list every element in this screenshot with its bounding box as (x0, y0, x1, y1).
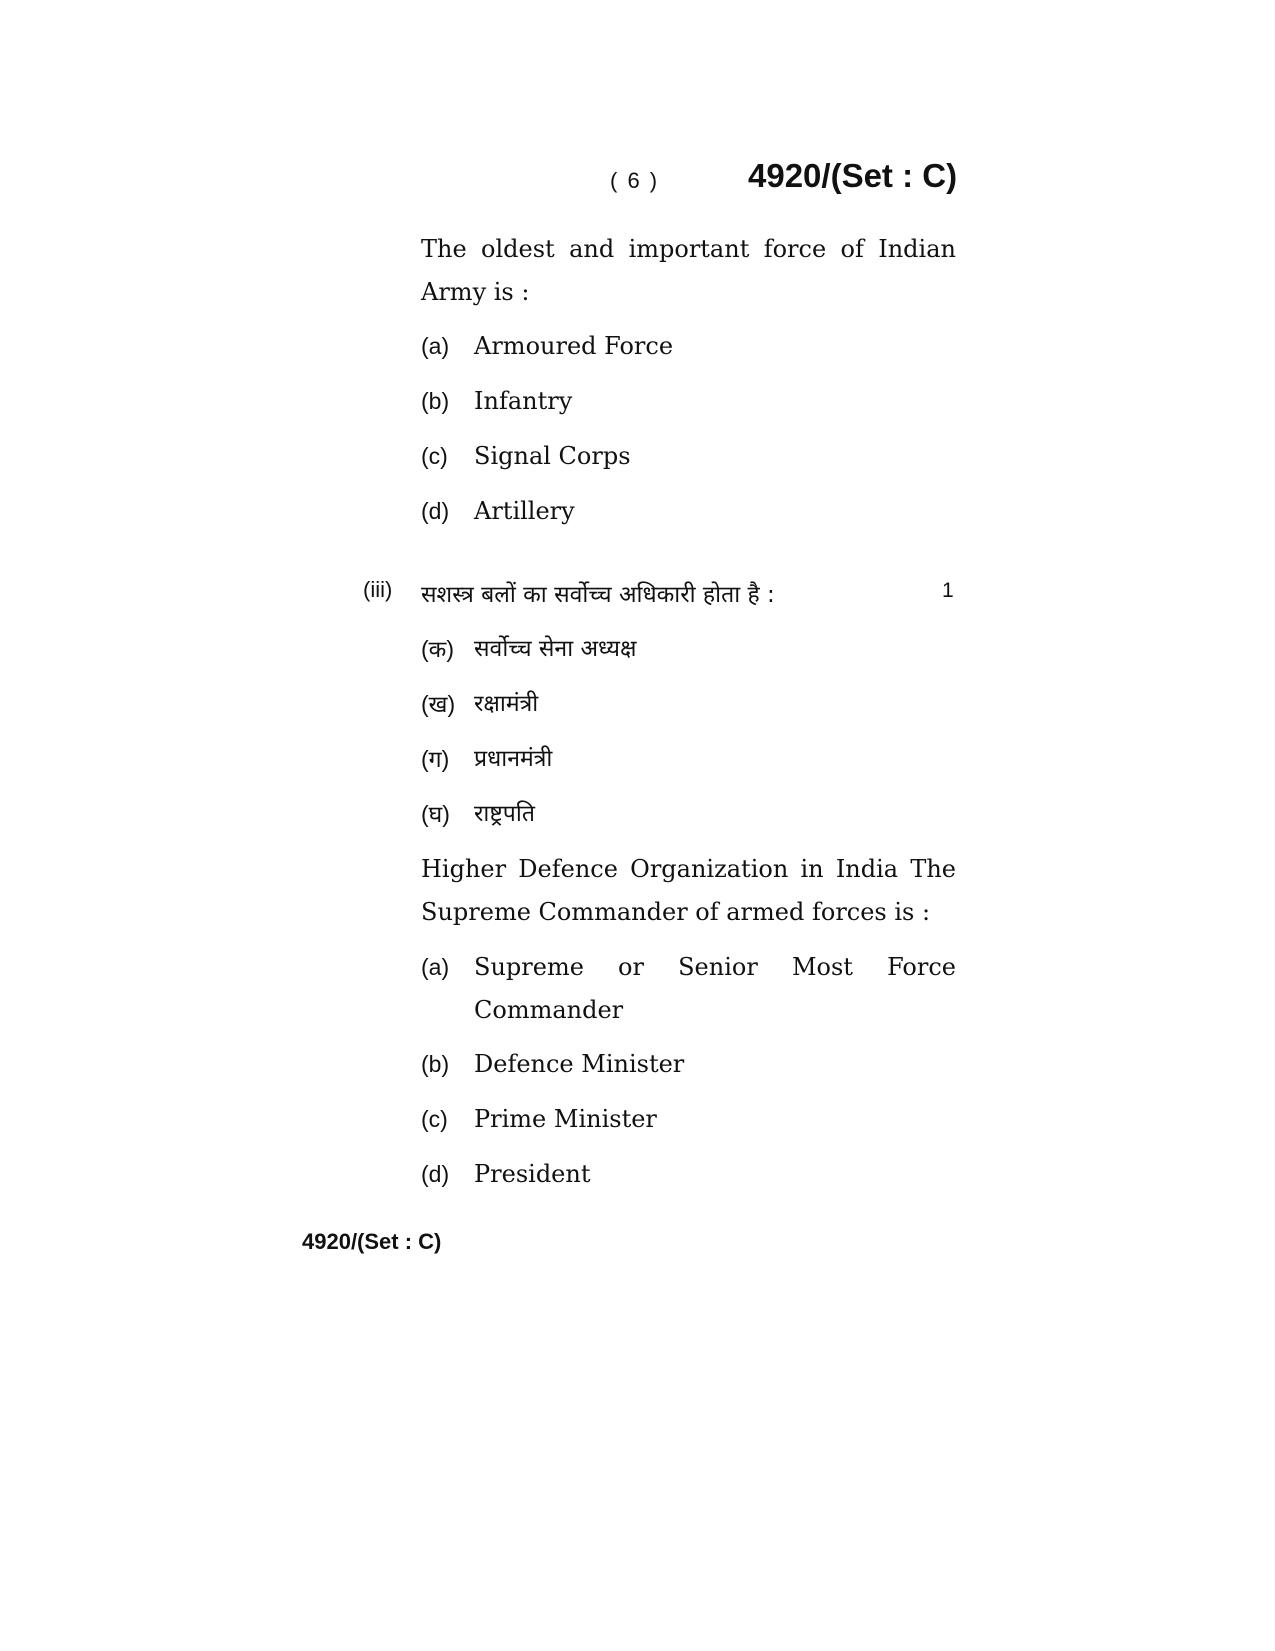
question-number: (iii) (363, 577, 393, 602)
option-label: (ग) (421, 746, 450, 772)
option-text: Armoured Force (474, 332, 674, 360)
option-text-line2: Commander (474, 996, 624, 1024)
set-code-footer: 4920/(Set : C) (302, 1229, 442, 1254)
option-d (421, 1153, 956, 1196)
option-text-line1: Supreme or Senior Most Force (474, 953, 956, 981)
option-a (421, 946, 956, 1032)
option-label: (b) (421, 388, 450, 414)
marks-value: 1 (942, 579, 954, 602)
option-label: (b) (421, 1051, 450, 1077)
option-c (421, 1098, 956, 1141)
question-iii-hindi-text: सशस्त्र बलों का सर्वोच्च अधिकारी होता है : (421, 582, 775, 608)
option-d (421, 490, 956, 533)
question-ii-english-text: The oldest and important force of Indian Army is : (421, 235, 956, 306)
option-label: (d) (421, 1161, 450, 1187)
page-number: ( 6 ) (610, 168, 660, 193)
option-text: Infantry (474, 387, 573, 415)
option-text: रक्षामंत्री (474, 691, 539, 717)
option-label: (a) (421, 954, 450, 980)
option-label: (घ) (421, 801, 450, 827)
option-text: राष्ट्रपति (474, 801, 535, 827)
option-text: Signal Corps (474, 442, 631, 470)
hindi-option-ga (421, 738, 956, 781)
option-label: (ख) (421, 691, 456, 717)
option-text: Artillery (474, 497, 575, 525)
option-text: President (474, 1160, 591, 1188)
option-text (474, 946, 956, 1032)
option-c (421, 435, 956, 478)
set-code-header: 4920/(Set : C) (748, 157, 958, 194)
option-a (421, 325, 956, 368)
option-b (421, 1043, 956, 1086)
option-text: सर्वोच्च सेना अध्यक्ष (474, 636, 637, 662)
option-label: (d) (421, 498, 450, 524)
option-label: (क) (421, 636, 454, 662)
question-iii-english-text: Higher Defence Organization in India The Supreme Commander of armed forces is : (421, 855, 956, 926)
option-label: (c) (421, 443, 448, 469)
option-text: Prime Minister (474, 1105, 657, 1133)
hindi-option-kha (421, 683, 956, 726)
option-label: (c) (421, 1106, 448, 1132)
option-label: (a) (421, 333, 450, 359)
option-text: प्रधानमंत्री (474, 746, 553, 772)
option-b (421, 380, 956, 423)
option-text: Defence Minister (474, 1050, 685, 1078)
hindi-option-gha (421, 793, 956, 836)
hindi-option-ka (421, 628, 956, 671)
